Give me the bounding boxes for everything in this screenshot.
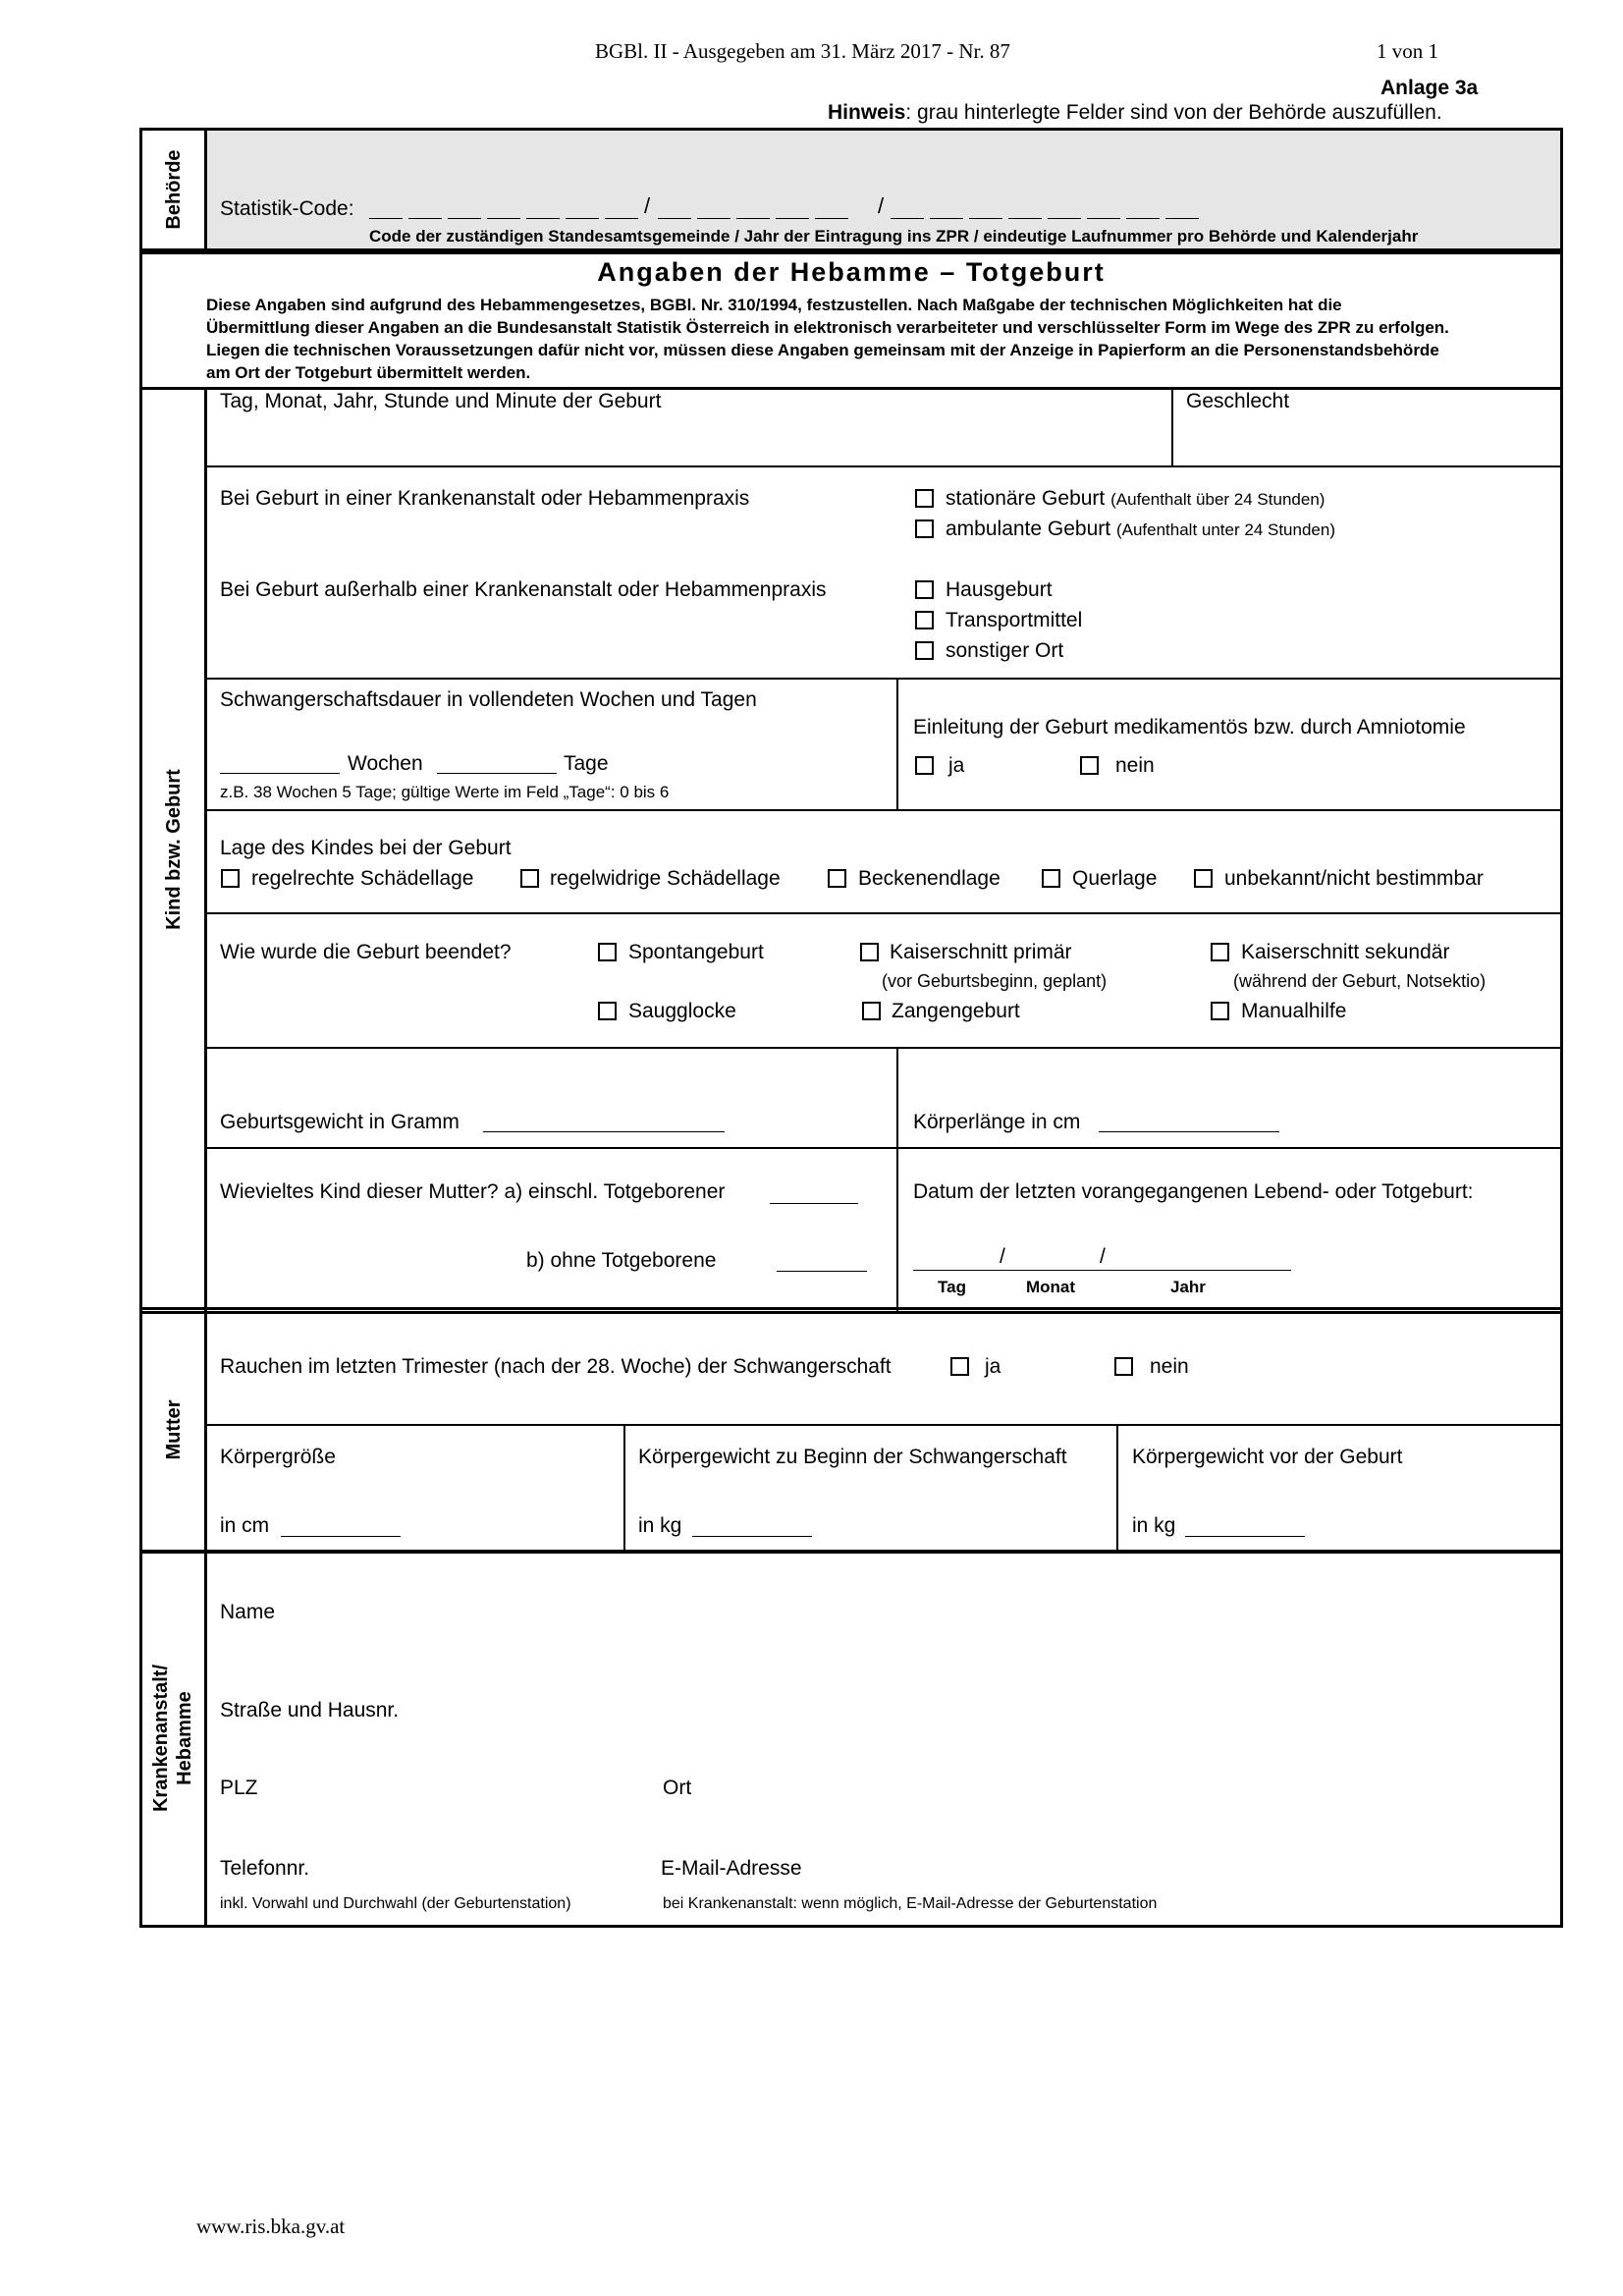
which-child-field[interactable] — [770, 1203, 858, 1204]
home-birth-checkbox[interactable] — [915, 580, 934, 599]
position-2-label: regelwidrige Schädellage — [550, 867, 781, 890]
days-field[interactable] — [437, 773, 557, 774]
birth-datetime-field[interactable] — [207, 416, 1169, 465]
induction-yes-checkbox[interactable] — [915, 756, 934, 775]
home-birth-label: Hausgeburt — [946, 578, 1053, 601]
weight-label: Geburtsgewicht in Gramm — [220, 1111, 460, 1133]
city-label: Ort — [663, 1777, 692, 1799]
hint-body: : grau hinterlegte Felder sind von der Behörde auszufüllen. — [905, 101, 1442, 124]
outside-label: Bei Geburt außerhalb einer Krankenanstalt oder Hebammenpraxis — [220, 578, 827, 601]
without-stillborn-label: b) ohne Totgeborene — [526, 1249, 717, 1272]
side-label-authority: Behörde — [163, 149, 185, 230]
name-label: Name — [220, 1601, 276, 1623]
email-note: bei Krankenanstalt: wenn möglich, E-Mail-Adresse der Geburtenstation — [663, 1895, 1158, 1912]
annex-label: Anlage 3a — [1380, 77, 1479, 99]
stat-code-label: Statistik-Code: — [220, 197, 354, 220]
ambulant-text: ambulante Geburt — [946, 518, 1111, 540]
position-1-label: regelrechte Schädellage — [251, 867, 474, 890]
row-line — [204, 1424, 1562, 1426]
induction-yes-label: ja — [948, 754, 965, 777]
row-line — [204, 809, 1562, 811]
position-4-checkbox[interactable] — [1042, 869, 1060, 888]
weight-start-field[interactable] — [692, 1536, 812, 1537]
smoking-yes-label: ja — [985, 1355, 1001, 1378]
stat-code-slash-2: / — [878, 193, 885, 218]
stationary-label — [946, 487, 1325, 512]
without-stillborn-field[interactable] — [777, 1271, 867, 1272]
cs-secondary-checkbox[interactable] — [1211, 943, 1229, 961]
intro-line-2: Übermittlung dieser Angaben an die Bundesanstalt Statistik Österreich in elektronisch verarbeiteter und verschlüsselter Form im Wege des ZPR zu erfolgen. — [206, 318, 1449, 337]
form-title: Angaben der Hebamme – Totgeburt — [597, 257, 1106, 287]
weeks-field[interactable] — [220, 773, 340, 774]
cs-primary-checkbox[interactable] — [860, 943, 879, 961]
weight-field[interactable] — [483, 1131, 725, 1132]
position-5-label: unbekannt/nicht bestimmbar — [1224, 867, 1484, 890]
weight-start-unit: in kg — [638, 1514, 682, 1537]
sex-label: Geschlecht — [1186, 390, 1290, 412]
email-field[interactable] — [825, 1848, 1551, 1884]
side-label-facility-2: Hebamme — [174, 1691, 195, 1785]
transport-label: Transportmittel — [946, 609, 1083, 631]
weight-birth-unit: in kg — [1132, 1514, 1176, 1537]
weeks-label: Wochen — [348, 752, 423, 775]
side-label-facility — [149, 1665, 196, 1812]
gestation-example: z.B. 38 Wochen 5 Tage; gültige Werte im Feld „Tage“: 0 bis 6 — [220, 783, 670, 801]
gestation-label: Schwangerschaftsdauer in vollendeten Wochen und Tagen — [220, 688, 757, 711]
row1-divider — [1171, 389, 1173, 465]
mother-col-divider-1 — [623, 1424, 625, 1552]
intro-line-1: Diese Angaben sind aufgrund des Hebammengesetzes, BGBl. Nr. 310/1994, festzustellen. Nach Maßgabe der technischen Möglichkeiten hat die — [206, 296, 1342, 314]
forceps-label: Zangengeburt — [892, 1000, 1020, 1022]
date-day-label: Tag — [938, 1278, 966, 1296]
gazette-header: BGBl. II - Ausgegeben am 31. März 2017 - Nr. 87 — [595, 39, 1010, 63]
page-number: 1 von 1 — [1377, 39, 1438, 63]
transport-checkbox[interactable] — [915, 611, 934, 629]
city-field[interactable] — [707, 1768, 1551, 1807]
induction-label: Einleitung der Geburt medikamentös bzw. durch Amniotomie — [913, 716, 1466, 738]
child-divider — [204, 387, 207, 1314]
row-line — [204, 912, 1562, 914]
stationary-note: (Aufenthalt über 24 Stunden) — [1110, 490, 1325, 509]
cs-primary-label: Kaiserschnitt primär — [890, 941, 1072, 963]
ambulant-note: (Aufenthalt unter 24 Stunden) — [1115, 520, 1335, 539]
manual-label: Manualhilfe — [1241, 1000, 1347, 1022]
vacuum-label: Saugglocke — [628, 1000, 736, 1022]
stationary-text: stationäre Geburt — [946, 487, 1106, 510]
phone-label: Telefonnr. — [220, 1857, 310, 1880]
side-label-facility-1: Krankenanstalt/ — [150, 1664, 172, 1813]
hint-label: Hinweis — [828, 101, 906, 124]
other-place-label: sonstiger Ort — [946, 639, 1064, 662]
induction-no-label: nein — [1115, 754, 1155, 777]
smoking-no-checkbox[interactable] — [1114, 1357, 1133, 1376]
days-label: Tage — [564, 752, 609, 775]
forceps-checkbox[interactable] — [862, 1002, 881, 1020]
facility-divider — [204, 1550, 207, 1928]
position-4-label: Querlage — [1072, 867, 1158, 890]
row-line — [204, 1047, 1562, 1049]
smoking-no-label: nein — [1150, 1355, 1189, 1378]
authority-divider — [204, 128, 207, 251]
weight-start-label: Körpergewicht zu Beginn der Schwangerschaft — [638, 1446, 1067, 1468]
row-line — [204, 465, 1562, 467]
mother-section — [139, 1307, 1563, 1554]
last-birth-slash-2: / — [1100, 1245, 1106, 1268]
name-field[interactable] — [314, 1591, 1551, 1630]
mother-divider — [204, 1307, 207, 1554]
height-unit: in cm — [220, 1514, 270, 1537]
position-3-label: Beckenendlage — [858, 867, 1001, 890]
position-1-checkbox[interactable] — [221, 869, 240, 888]
cs-secondary-note: (während der Geburt, Notsektio) — [1233, 971, 1487, 991]
other-place-checkbox[interactable] — [915, 641, 934, 660]
sex-field[interactable] — [1175, 416, 1558, 465]
which-child-label: Wievieltes Kind dieser Mutter? a) einschl. Totgeborener — [220, 1180, 726, 1203]
zip-field[interactable] — [275, 1768, 638, 1807]
height-label: Körpergröße — [220, 1446, 336, 1468]
position-2-checkbox[interactable] — [520, 869, 539, 888]
hint-text — [828, 101, 1442, 125]
delivery-label: Wie wurde die Geburt beendet? — [220, 941, 512, 963]
stationary-checkbox[interactable] — [915, 489, 934, 508]
ambulant-checkbox[interactable] — [915, 519, 934, 538]
position-5-checkbox[interactable] — [1194, 869, 1213, 888]
side-label-child: Kind bzw. Geburt — [163, 769, 185, 930]
height-field[interactable] — [281, 1536, 401, 1537]
footer-url[interactable]: www.ris.bka.gv.at — [196, 2214, 346, 2238]
spontaneous-label: Spontangeburt — [628, 941, 764, 963]
induction-no-checkbox[interactable] — [1080, 756, 1099, 775]
phone-field[interactable] — [334, 1848, 628, 1884]
length-field[interactable] — [1099, 1131, 1279, 1132]
date-month-label: Monat — [1026, 1278, 1076, 1296]
mother-col-divider-2 — [1116, 1424, 1118, 1552]
last-birth-slash-1: / — [1000, 1245, 1005, 1268]
position-label: Lage des Kindes bei der Geburt — [220, 837, 512, 859]
cs-secondary-label: Kaiserschnitt sekundär — [1241, 941, 1450, 963]
side-label-mother: Mutter — [163, 1399, 185, 1460]
phone-note: inkl. Vorwahl und Durchwahl (der Geburtenstation) — [220, 1895, 571, 1912]
row-line — [204, 678, 1562, 680]
weight-birth-field[interactable] — [1185, 1536, 1305, 1537]
street-field[interactable] — [422, 1689, 1551, 1728]
stat-code-caption: Code der zuständigen Standesamtsgemeinde / Jahr der Eintragung ins ZPR / eindeutige Laufnummer pro Behörde und Kalenderjahr — [369, 227, 1419, 246]
spontaneous-checkbox[interactable] — [598, 943, 617, 961]
date-year-label: Jahr — [1170, 1278, 1206, 1296]
ambulant-label — [946, 518, 1335, 542]
vacuum-checkbox[interactable] — [598, 1002, 617, 1020]
in-hospital-label: Bei Geburt in einer Krankenanstalt oder Hebammenpraxis — [220, 487, 750, 510]
zip-label: PLZ — [220, 1777, 258, 1799]
stat-code-slash-1: / — [644, 193, 651, 218]
last-birth-label: Datum der letzten vorangegangenen Lebend- oder Totgeburt: — [913, 1180, 1474, 1203]
intro-line-3: Liegen die technischen Voraussetzungen dafür nicht vor, müssen diese Angaben gemeinsam mit der Anzeige in Papierform an die Personenstandsbehörde — [206, 341, 1439, 359]
row6-divider — [896, 1047, 898, 1314]
row-line — [204, 1147, 1562, 1149]
cs-primary-note: (vor Geburtsbeginn, geplant) — [882, 971, 1108, 991]
smoking-yes-checkbox[interactable] — [950, 1357, 969, 1376]
weight-birth-label: Körpergewicht vor der Geburt — [1132, 1446, 1403, 1468]
smoking-label: Rauchen im letzten Trimester (nach der 28. Woche) der Schwangerschaft — [220, 1355, 892, 1378]
email-label: E-Mail-Adresse — [661, 1857, 802, 1880]
manual-checkbox[interactable] — [1211, 1002, 1229, 1020]
position-3-checkbox[interactable] — [828, 869, 846, 888]
row3-divider — [896, 678, 898, 809]
birth-datetime-label: Tag, Monat, Jahr, Stunde und Minute der Geburt — [220, 390, 662, 412]
intro-line-4: am Ort der Totgeburt übermittelt werden. — [206, 363, 531, 382]
length-label: Körperlänge in cm — [913, 1111, 1081, 1133]
street-label: Straße und Hausnr. — [220, 1699, 400, 1722]
